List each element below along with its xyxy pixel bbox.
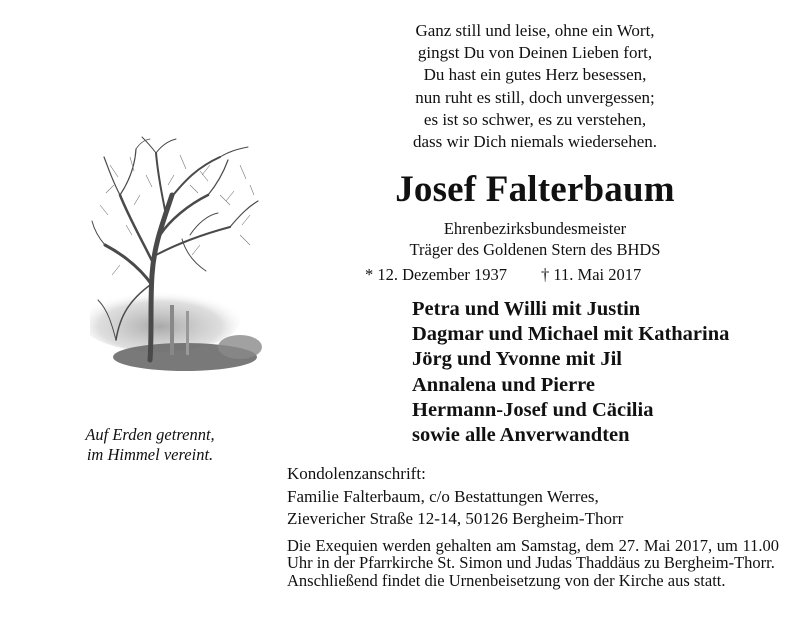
poem-line: nun ruht es still, doch unvergessen;: [415, 87, 655, 107]
death-date: † 11. Mai 2017: [541, 265, 642, 284]
address-label: Kondolenzanschrift:: [287, 464, 426, 483]
poem-line: Ganz still und leise, ohne ein Wort,: [415, 21, 655, 40]
title-line: Träger des Goldenen Stern des BHDS: [409, 240, 661, 259]
tree-illustration: [90, 135, 265, 385]
mourner-line: sowie alle Anverwandten: [412, 424, 630, 447]
poem-line: gingst Du von Deinen Lieben fort,: [417, 43, 653, 63]
mourners-list: [412, 297, 729, 448]
address-line: Zievericher Straße 12-14, 50126 Bergheim-Thorr: [287, 509, 624, 528]
mourner-line: Jörg und Yvonne mit Jil: [412, 348, 622, 371]
mourner-line: Dagmar und Michael mit Katharina: [412, 323, 730, 346]
urn-burial-text: Anschließend findet die Urnenbeisetzung von der Kirche aus statt.: [287, 570, 726, 590]
title-line: Ehrenbezirksbundesmeister: [443, 219, 627, 238]
poem-line: Du hast ein gutes Herz besessen,: [423, 65, 647, 85]
mourner-line: Petra und Willi mit Justin: [412, 298, 641, 320]
tree-caption: [30, 425, 270, 465]
address-line: Familie Falterbaum, c/o Bestattungen Werres,: [287, 486, 599, 506]
birth-date: * 12. Dezember 1937: [365, 265, 508, 284]
poem-line: es ist so schwer, es zu verstehen,: [423, 109, 647, 129]
deceased-name: Josef Falterbaum: [395, 169, 675, 210]
mourner-line: Annalena und Pierre: [412, 373, 595, 396]
caption-line: im Himmel vereint.: [86, 445, 214, 464]
honorary-titles: [290, 218, 780, 260]
mourner-line: Hermann-Josef und Cäcilia: [412, 398, 654, 421]
life-dates: [365, 265, 641, 285]
caption-line: Auf Erden getrennt,: [85, 425, 215, 444]
poem-line: dass wir Dich niemals wiedersehen.: [412, 132, 658, 152]
funeral-service-info: [287, 537, 779, 589]
service-text: Die Exequien werden gehalten am Samstag, dem 27. Mai 2017, um 11.00 Uhr in der Pfarrkirche St. Simon und Judas Thaddäus zu Bergheim-Thorr.: [287, 536, 779, 573]
poem: [290, 20, 780, 153]
condolence-address: [287, 463, 623, 531]
